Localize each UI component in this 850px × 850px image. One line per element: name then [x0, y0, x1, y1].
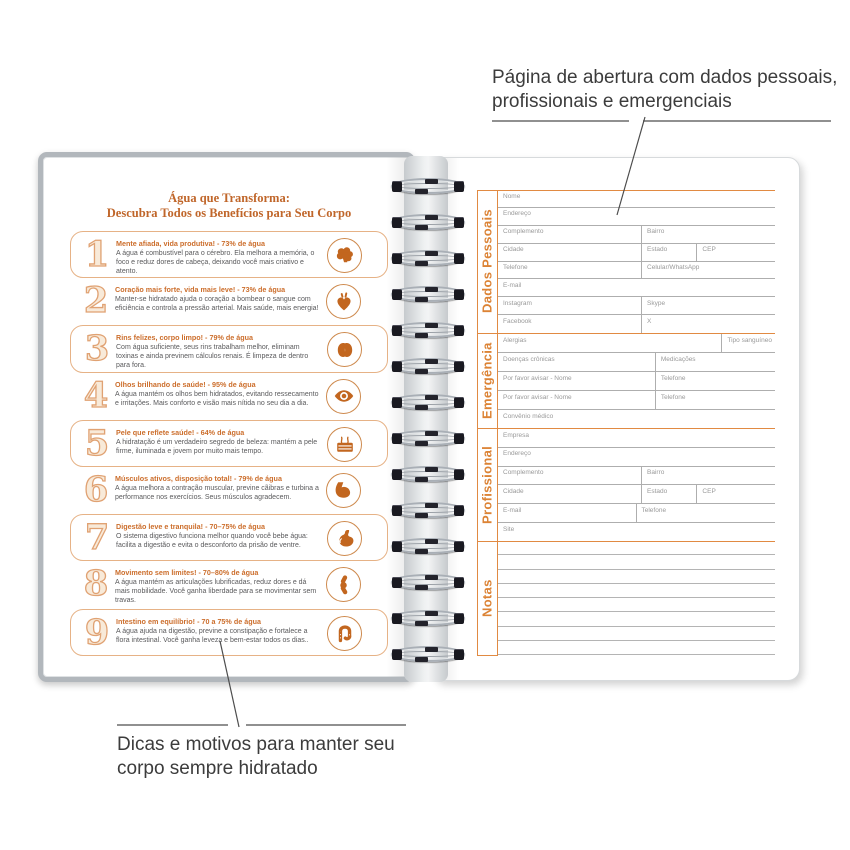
benefit-item-2 — [70, 278, 388, 325]
form-row — [498, 410, 775, 429]
field-label: Convênio médico — [503, 412, 554, 420]
field-cep-prof — [697, 485, 775, 503]
item-heading: Músculos ativos, disposição total! - 79% de água — [115, 473, 282, 483]
field-label: Alergias — [503, 336, 527, 344]
field-label: Cidade — [503, 246, 524, 254]
item-body: A água mantém os olhos bem hidratados, evitando ressecamento e irritações. Mais conforto e visão mais nítida no seu dia a dia. — [115, 390, 319, 407]
spiral-loop — [391, 574, 465, 590]
ruled-line — [498, 570, 775, 584]
field-label: Skype — [647, 299, 666, 307]
field-label: Empresa — [503, 431, 530, 439]
field-label: Bairro — [647, 228, 665, 236]
field-telefone — [498, 262, 642, 279]
item-heading: Movimento sem limites! - 70–80% de água — [115, 568, 259, 578]
item-body: Com água suficiente, seus rins trabalham melhor, eliminam toxinas e ainda previnem cálculos renais. É limpeza de dentro para fora. — [116, 344, 309, 370]
item-body: Manter-se hidratado ajuda o coração a bombear o sangue com eficiência e controla a pressão arterial. Mais saúde, mais energia! — [115, 296, 319, 313]
field-label: Endereço — [503, 450, 531, 458]
item-text — [115, 380, 321, 408]
field-label: Telefone — [660, 374, 686, 382]
ruled-line — [498, 627, 775, 641]
item-text — [116, 239, 322, 276]
item-heading: Intestino em equilíbrio! - 70 a 75% de água — [116, 616, 261, 626]
benefit-item-4 — [70, 373, 388, 420]
field-instagram — [498, 297, 642, 314]
field-endereco-prof — [498, 448, 775, 466]
field-celular-whatsapp — [642, 262, 775, 279]
field-avisar-telefone-1 — [656, 372, 775, 390]
item-text — [115, 568, 321, 605]
field-site — [498, 523, 775, 542]
field-label: Por favor avisar - Nome — [503, 393, 572, 401]
benefit-item-6 — [70, 467, 388, 514]
field-label: Por favor avisar - Nome — [503, 374, 572, 382]
form-row — [498, 391, 775, 410]
field-avisar-nome-1 — [498, 372, 656, 390]
ruled-line — [498, 555, 775, 569]
spiral-loop — [391, 358, 465, 374]
field-telefone-prof — [637, 504, 776, 522]
benefit-item-5 — [70, 420, 388, 467]
spiral-loop — [391, 430, 465, 446]
joint-icon — [326, 567, 361, 602]
section-profissional — [498, 429, 775, 542]
field-x — [642, 315, 775, 333]
item-number: 5 — [84, 422, 110, 464]
item-number: 3 — [84, 328, 110, 370]
field-facebook — [498, 315, 642, 333]
item-body: A água é combustível para o cérebro. Ela melhora a memória, o foco e reduz dores de cabeça, deixando você mais criativo e atento. — [116, 250, 315, 275]
item-text — [116, 617, 322, 645]
item-body: O sistema digestivo funciona melhor quando você bebe água: facilita a digestão e evita o desconforto da prisão de ventre. — [116, 533, 308, 550]
field-label: Telefone — [503, 264, 528, 271]
heart-icon — [326, 284, 361, 319]
ruled-line — [498, 641, 775, 655]
field-label: Telefone — [660, 393, 686, 401]
field-label: Celular/WhatsApp — [647, 264, 700, 271]
field-endereco — [498, 208, 775, 225]
item-heading: Mente afiada, vida produtiva! - 73% de água — [116, 239, 265, 248]
ruled-line — [498, 584, 775, 598]
form-row — [498, 315, 775, 333]
form-row — [498, 429, 775, 448]
benefit-list — [70, 231, 388, 656]
field-label: Doenças crônicas — [503, 355, 555, 363]
field-alergias — [498, 334, 722, 352]
brain-icon — [327, 238, 362, 273]
kidneys-icon — [327, 332, 362, 367]
field-email-prof — [498, 504, 637, 522]
item-number: 4 — [83, 374, 109, 416]
spiral-loop — [391, 610, 465, 626]
form-row — [498, 504, 775, 523]
spiral-loop — [391, 286, 465, 302]
benefit-item-9 — [70, 609, 388, 656]
field-skype — [642, 297, 775, 314]
spiral-loop — [391, 250, 465, 266]
form-row — [498, 372, 775, 391]
form-row — [498, 334, 775, 353]
field-avisar-nome-2 — [498, 391, 656, 409]
field-cep — [697, 244, 775, 261]
title-line1: Água que Transforma: — [168, 191, 290, 205]
item-number: 2 — [83, 280, 109, 322]
field-label: E-mail — [503, 281, 522, 289]
benefit-item-8 — [70, 561, 388, 608]
field-complemento-prof — [498, 467, 642, 485]
field-complemento — [498, 226, 642, 243]
item-number: 9 — [84, 611, 110, 653]
spiral-loop — [391, 646, 465, 662]
spiral-loop — [391, 178, 465, 194]
annotation-bottom — [117, 733, 457, 781]
field-label: Bairro — [647, 469, 665, 477]
benefit-item-7 — [70, 514, 388, 561]
item-body: A água mantém as articulações lubrificadas, reduz dores e dá mais mobilidade. Você ganha liberdade para se movimentar sem travas. — [115, 579, 317, 605]
form-row — [498, 226, 775, 244]
section-label-dados-pessoais: Dados Pessoais — [479, 209, 495, 314]
section-label-notas: Notas — [479, 579, 495, 617]
ruled-line — [498, 541, 775, 555]
section-emergencia — [498, 334, 775, 429]
field-label: Instagram — [503, 299, 532, 307]
form-row — [498, 279, 775, 297]
field-medicacoes — [656, 353, 775, 371]
item-text — [116, 333, 322, 370]
benefit-item-1 — [70, 231, 388, 278]
spiral-spine — [404, 156, 448, 682]
item-number: 1 — [84, 234, 110, 275]
form-row — [498, 262, 775, 280]
field-cidade-prof — [498, 485, 642, 503]
field-cidade — [498, 244, 642, 261]
spiral-loop — [391, 214, 465, 230]
spiral-loop — [391, 502, 465, 518]
ruled-line — [498, 612, 775, 626]
form-row — [498, 467, 775, 486]
field-label: Medicações — [660, 355, 696, 363]
form-row — [498, 353, 775, 372]
section-notas — [498, 541, 775, 655]
annotation-top — [492, 66, 850, 114]
field-bairro-prof — [642, 467, 775, 485]
field-email — [498, 279, 775, 296]
item-number: 8 — [83, 563, 109, 605]
form-row — [498, 523, 775, 542]
field-avisar-telefone-2 — [656, 391, 775, 409]
item-heading: Pele que reflete saúde! - 64% de água — [116, 427, 245, 437]
field-doencas-cronicas — [498, 353, 656, 371]
form-row — [498, 244, 775, 262]
form-row — [498, 297, 775, 315]
spiral-loop — [391, 322, 465, 338]
field-label: X — [647, 317, 652, 325]
field-label: CEP — [702, 487, 716, 495]
item-text — [116, 428, 322, 456]
intestine-icon — [327, 616, 362, 651]
left-page-title — [43, 191, 415, 221]
item-heading: Digestão leve e tranquila! - 70–75% de água — [116, 522, 265, 532]
item-text — [116, 522, 322, 550]
field-label: Estado — [647, 487, 668, 495]
item-body: A hidratação é um verdadeiro segredo de beleza: mantém a pele firme, iluminada e jovem por muito mais tempo. — [116, 438, 318, 455]
form-row — [498, 448, 775, 467]
field-tipo-sanguineo — [722, 334, 775, 352]
field-label: Facebook — [503, 317, 532, 325]
spiral-loop — [391, 466, 465, 482]
item-number: 6 — [83, 468, 109, 510]
muscle-icon — [326, 473, 361, 508]
spiral-loop — [391, 538, 465, 554]
form-row — [498, 208, 775, 226]
field-label: Cidade — [503, 487, 524, 495]
item-number: 7 — [84, 517, 110, 559]
field-estado-prof — [642, 485, 697, 503]
field-nome — [498, 190, 775, 207]
title-line2: Descubra Todos os Benefícios para Seu Corpo — [106, 206, 352, 220]
eye-icon — [326, 379, 361, 414]
field-label: Site — [503, 525, 515, 533]
field-convenio-medico — [498, 410, 775, 429]
item-text — [115, 285, 321, 313]
annotation-bottom-line1: Dicas e motivos para manter seu — [117, 734, 395, 755]
skin-icon — [327, 427, 362, 462]
field-label: E-mail — [503, 506, 522, 514]
item-heading: Olhos brilhando de saúde! - 95% de água — [115, 379, 256, 389]
field-label: CEP — [702, 246, 716, 254]
field-bairro — [642, 226, 775, 243]
stomach-icon — [327, 521, 362, 556]
ruled-line — [498, 598, 775, 612]
item-body: A água ajuda na digestão, previne a constipação e fortalece a flora intestinal. Você ganha leveza e bem-estar todos os dias.. — [116, 627, 309, 644]
field-label: Endereço — [503, 210, 531, 218]
item-heading: Coração mais forte, vida mais leve! - 73% de água — [115, 285, 286, 295]
benefit-item-3 — [70, 325, 388, 372]
field-label: Estado — [647, 246, 668, 254]
annotation-top-line1: Página de abertura com dados pessoais, — [492, 67, 838, 88]
field-label: Complemento — [503, 469, 544, 477]
section-divider — [477, 655, 498, 656]
annotation-top-line2: profissionais e emergenciais — [492, 91, 732, 112]
field-label: Tipo sanguíneo — [727, 336, 772, 344]
field-label: Telefone — [641, 506, 667, 514]
form-row — [498, 190, 775, 208]
field-estado — [642, 244, 697, 261]
field-label: Nome — [503, 192, 521, 200]
section-dados-pessoais — [498, 190, 775, 333]
annotation-bottom-line2: corpo sempre hidratado — [117, 758, 318, 779]
item-text — [115, 474, 321, 502]
section-label-profissional: Profissional — [479, 445, 495, 524]
section-label-emergencia: Emergência — [479, 342, 495, 419]
item-heading: Rins felizes, corpo limpo! - 79% de água — [116, 333, 253, 343]
field-label: Complemento — [503, 228, 544, 236]
spiral-loop — [391, 394, 465, 410]
field-empresa — [498, 429, 775, 447]
form-row — [498, 485, 775, 504]
item-body: A água melhora a contração muscular, previne cãibras e turbina a performance nos exercícios. Seus músculos agradecem. — [115, 484, 319, 501]
